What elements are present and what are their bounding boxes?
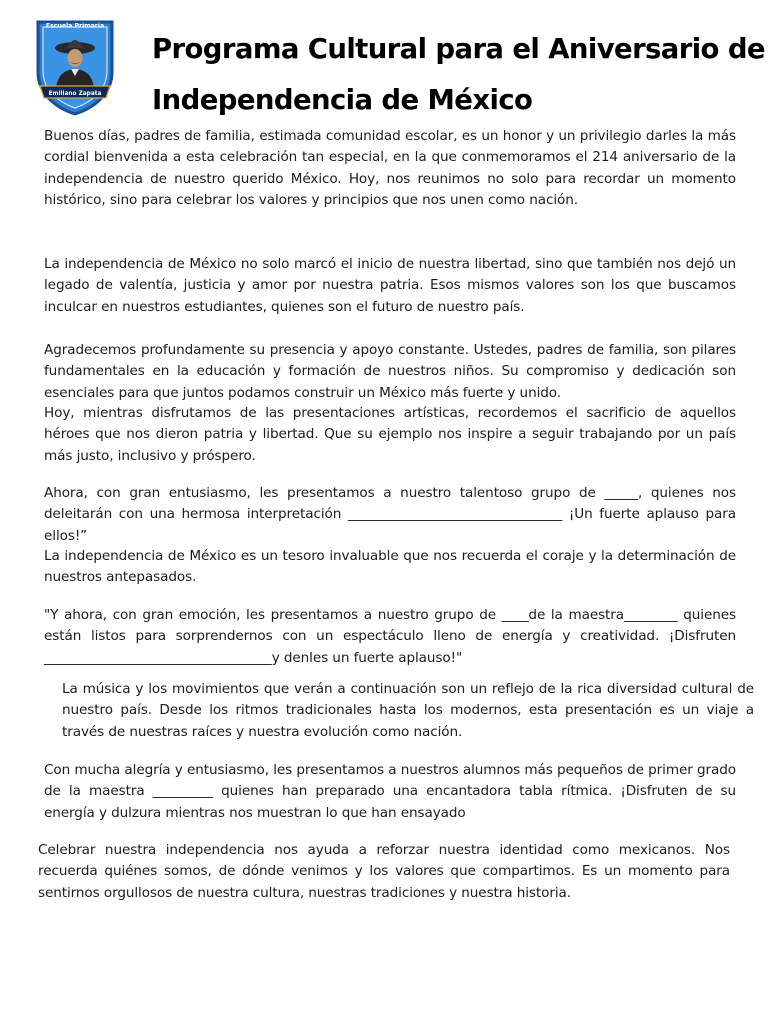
paragraph-heroes: Hoy, mientras disfrutamos de las presentaciones artísticas, recordemos el sacrificio de aquellos héroes que nos dieron patria y libertad. Que su ejemplo nos inspire a seguir trabajando por un país más justo, inclusivo y próspero. [44, 405, 736, 464]
paragraph-music: La música y los movimientos que verán a continuación son un reflejo de la rica diversidad cultural de nuestro país. Desde los ritmos tradicionales hasta los modernos, esta presentación es un viaje a través de nuestras raíces y nuestra evolución como nación. [62, 681, 754, 740]
paragraph-second-group: "Y ahora, con gran emoción, les presentamos a nuestro grupo de ____de la maestra________ quienes están listos para sorprendernos con un espectáculo lleno de energía y creatividad. ¡Disfruten __________________________________y denles un fuerte aplauso!" [44, 607, 736, 666]
paragraph-first-grade: Con mucha alegría y entusiasmo, les presentamos a nuestros alumnos más pequeños de primer grado de la maestra _________ quienes han preparado una encantadora tabla rítmica. ¡Disfruten de su energía y dulzura mientras nos muestran lo que han ensayado [44, 762, 736, 821]
page-title-line-2: Independencia de México [152, 84, 533, 116]
badge-bottom-text: Emiliano Zapata [48, 90, 102, 97]
paragraph-closing: Celebrar nuestra independencia nos ayuda a reforzar nuestra identidad como mexicanos. Nos recuerda quiénes somos, de dónde venimos y los valores que compartimos. Es un momento para sentirnos orgullosos de nuestra cultura, nuestras tradiciones y nuestra historia. [38, 842, 730, 901]
page-title [152, 24, 764, 126]
paragraph-independence-legacy: La independencia de México no solo marcó el inicio de nuestra libertad, sino que también nos dejó un legado de valentía, justicia y amor por nuestra patria. Esos mismos valores son los que buscamos inculcar en nuestros estudiantes, quienes son el futuro de nuestro país. [44, 256, 736, 315]
badge-top-text: Escuela Primaria [45, 22, 105, 30]
school-logo [32, 14, 118, 116]
paragraph-treasure: La independencia de México es un tesoro invaluable que nos recuerda el coraje y la determinación de nuestros antepasados. [44, 548, 736, 586]
page-title-line-1: Programa Cultural para el Aniversario de [152, 33, 765, 65]
paragraph-gratitude: Agradecemos profundamente su presencia y apoyo constante. Ustedes, padres de familia, son pilares fundamentales en la educación y formación de nuestros niños. Su compromiso y dedicación son esenciales para que juntos podamos construir un México más fuerte y unido. [44, 342, 736, 401]
paragraph-welcome: Buenos días, padres de familia, estimada comunidad escolar, es un honor y un privilegio darles la más cordial bienvenida a esta celebración tan especial, en la que conmemoramos el 214 aniversario de la independencia de nuestro querido México. Hoy, nos reunimos no solo para recordar un momento histórico, sino para celebrar los valores y principios que nos unen como nación. [44, 128, 736, 208]
paragraph-first-group: Ahora, con gran entusiasmo, les presentamos a nuestro talentoso grupo de _____, quienes nos deleitarán con una hermosa interpretación ________________________________ ¡Un fuerte aplauso para ellos!” [44, 485, 736, 544]
